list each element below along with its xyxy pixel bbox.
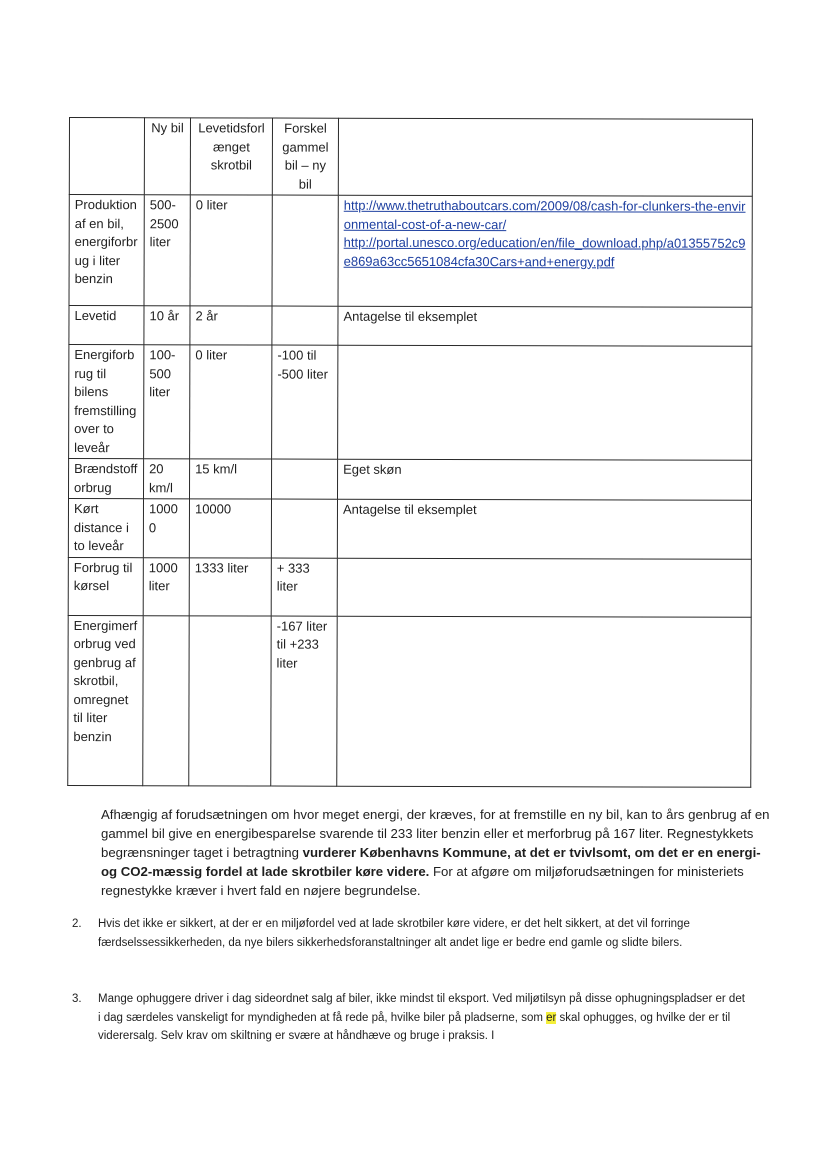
row-extended-car: 10000 bbox=[189, 499, 271, 558]
row-label: Brændstofforbrug bbox=[69, 459, 144, 499]
table-row bbox=[69, 345, 752, 461]
table-row bbox=[69, 459, 752, 501]
row-note: Antagelse til eksemplet bbox=[337, 499, 751, 559]
list-item-text bbox=[98, 990, 748, 1046]
list-item-number: 3. bbox=[72, 993, 82, 1005]
row-difference bbox=[271, 499, 337, 558]
header-cell-extended-car: Levetidsforlænget skrotbil bbox=[190, 118, 272, 195]
row-label: Energiforbrug til bilens fremstilling over to leveår bbox=[69, 345, 144, 459]
row-difference bbox=[272, 195, 338, 306]
row-note: Eget skøn bbox=[338, 459, 752, 500]
row-difference bbox=[272, 459, 338, 499]
row-difference: -167 liter til +233 liter bbox=[271, 616, 337, 786]
header-cell-note bbox=[338, 118, 752, 196]
row-extended-car: 15 km/l bbox=[190, 459, 272, 499]
list-item bbox=[72, 990, 748, 1046]
list-item-text-b: skal ophugges, og hvilke der er til viderersalg. Selv krav om skiltning er svære at håndhæve og bruge i praksis. I bbox=[98, 1011, 731, 1042]
table-row bbox=[68, 557, 751, 617]
row-extended-car bbox=[189, 615, 271, 785]
table-row bbox=[68, 499, 751, 559]
row-new-car: 10000 bbox=[143, 499, 189, 558]
row-difference: + 333 liter bbox=[271, 558, 337, 616]
paragraph-bold-text: vurderer Københavns Kommune, at det er tvivlsomt, om det er en energi- og CO2-mæssig fordel at lade skrotbiler køre videre. bbox=[101, 845, 761, 879]
row-label: Kørt distance i to leveår bbox=[68, 499, 143, 558]
row-note: Antagelse til eksemplet bbox=[338, 306, 752, 346]
header-cell-empty bbox=[69, 118, 144, 195]
table-row bbox=[69, 195, 752, 308]
row-note bbox=[338, 195, 752, 307]
row-label: Produktion af en bil, energiforbrug i liter benzin bbox=[69, 195, 144, 306]
row-label: Energimerforbrug ved genbrug af skrotbil, omregnet til liter benzin bbox=[68, 615, 143, 785]
row-label: Forbrug til kørsel bbox=[68, 557, 143, 615]
row-note bbox=[337, 616, 751, 787]
highlighted-word: er bbox=[546, 1011, 557, 1024]
paragraph-text-2: For at afgøre om miljøforudsætningen for ministeriets regnestykke kræver i hvert fald en nøjere begrundelse. bbox=[101, 864, 744, 898]
row-new-car bbox=[143, 615, 189, 785]
comparison-table bbox=[67, 117, 753, 787]
list-item-number: 2. bbox=[72, 918, 82, 930]
table-row bbox=[69, 306, 752, 347]
row-difference: -100 til -500 liter bbox=[272, 345, 338, 459]
row-new-car: 20 km/l bbox=[144, 459, 190, 499]
source-link-thetruthaboutcars[interactable]: http://www.thetruthaboutcars.com/2009/08/cash-for-clunkers-the-environmental-cost-of-a-new-car/ bbox=[343, 197, 746, 232]
row-new-car: 1000 liter bbox=[143, 557, 189, 615]
header-cell-new-car: Ny bil bbox=[144, 118, 190, 195]
header-cell-difference: Forskel gammel bil – ny bil bbox=[272, 118, 338, 195]
source-link-unesco[interactable]: http://portal.unesco.org/education/en/file_download.php/a01355752c9e869a63cc5651084cfa30Cars+and+energy.pdf bbox=[343, 234, 746, 269]
table-row bbox=[68, 615, 751, 787]
row-extended-car: 2 år bbox=[190, 306, 272, 345]
row-difference bbox=[272, 306, 338, 345]
row-label: Levetid bbox=[69, 306, 144, 345]
row-note bbox=[338, 345, 752, 460]
row-extended-car: 0 liter bbox=[190, 345, 272, 459]
row-note bbox=[337, 558, 751, 617]
list-item-text: Hvis det ikke er sikkert, at der er en miljøfordel ved at lade skrotbiler køre videre, er det helt sikkert, at det vil forringe færdselssessikkerheden, da nye bilers sikkerhedsforanstaltninger alt andet lige er bedre end gamle og slidte bilers. bbox=[98, 918, 690, 949]
row-extended-car: 1333 liter bbox=[189, 557, 271, 615]
list-item bbox=[72, 915, 748, 952]
table-header-row bbox=[69, 118, 752, 197]
row-new-car: 100-500 liter bbox=[144, 345, 190, 459]
paragraph-text-1: Afhængig af forudsætningen om hvor meget energi, der kræves, for at fremstille en ny bil, kan to års genbrug af en gammel bil give en energibesparelse svarende til 233 liter benzin eller et merforbrug på 167 liter. Regnestykkets begrænsninger taget i betragtning bbox=[101, 807, 770, 860]
conclusion-paragraph bbox=[101, 805, 771, 900]
row-new-car: 10 år bbox=[144, 306, 190, 345]
list-item-text-a: Mange ophuggere driver i dag sideordnet salg af biler, ikke mindst til eksport. Ved miljøtilsyn på disse ophugningspladser er det i dag særdeles vanskeligt for myndigheden at få rede på, hvilke biler på pladserne, som bbox=[98, 993, 745, 1024]
row-new-car: 500-2500 liter bbox=[144, 195, 190, 306]
row-extended-car: 0 liter bbox=[190, 195, 272, 306]
